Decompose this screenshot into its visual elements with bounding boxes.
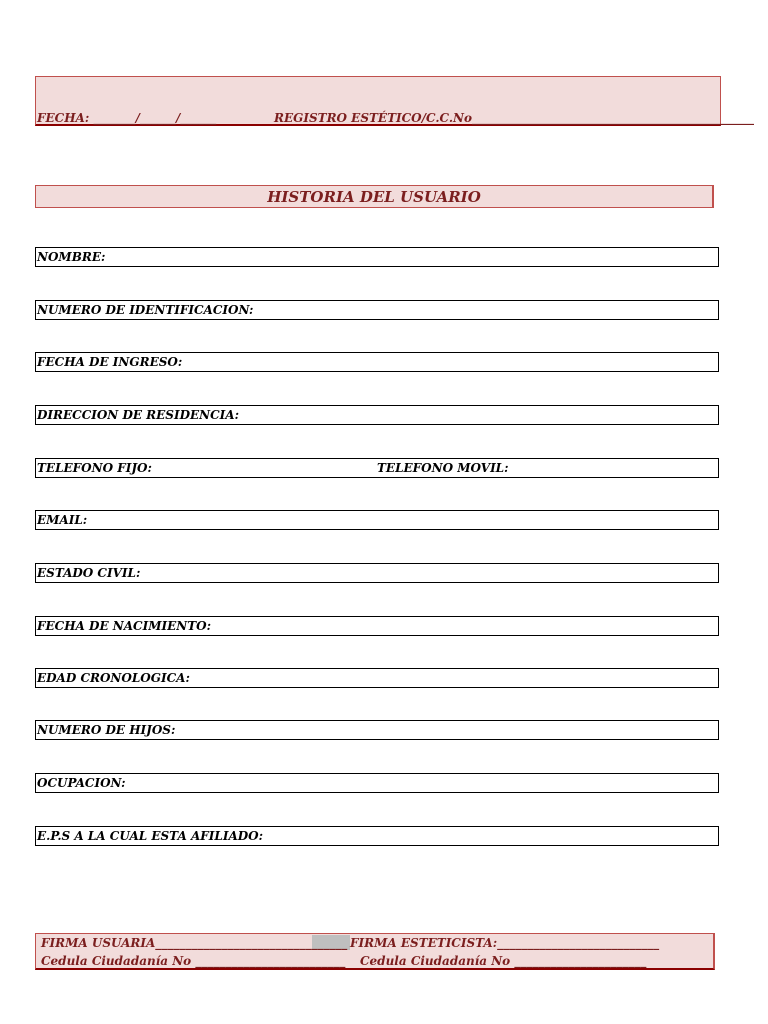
fecha-field[interactable]: FECHA: _______/______/______ (37, 111, 217, 125)
nombre-label: NOMBRE: (37, 250, 106, 264)
email-field[interactable] (35, 510, 719, 530)
fecha-ingreso-field[interactable] (35, 352, 719, 372)
hijos-field[interactable] (35, 720, 719, 740)
edad-field[interactable] (35, 668, 719, 688)
signature-box (35, 933, 715, 970)
ocupacion-field[interactable] (35, 773, 719, 793)
hijos-label: NUMERO DE HIJOS: (37, 723, 176, 737)
registro-estetico-field[interactable]: REGISTRO ESTÉTICO/C.C.No_______________________________________________ (274, 111, 755, 125)
estado-civil-field[interactable] (35, 563, 719, 583)
telefono-fijo-label: TELEFONO FIJO: (37, 461, 152, 475)
cedula-usuaria-field[interactable]: Cedula Ciudadanía No _________________________ (41, 954, 346, 968)
eps-label: E.P.S A LA CUAL ESTA AFILIADO: (37, 829, 264, 843)
form-title-box (35, 185, 714, 208)
edad-label: EDAD CRONOLOGICA: (37, 671, 190, 685)
telefono-movil-label: TELEFONO MOVIL: (377, 461, 509, 475)
fecha-ingreso-label: FECHA DE INGRESO: (37, 355, 183, 369)
fecha-nacimiento-label: FECHA DE NACIMIENTO: (37, 619, 212, 633)
telefono-field[interactable] (35, 458, 719, 478)
nombre-field[interactable] (35, 247, 719, 267)
ocupacion-label: OCUPACION: (37, 776, 126, 790)
email-label: EMAIL: (37, 513, 88, 527)
identificacion-field[interactable] (35, 300, 719, 320)
direccion-label: DIRECCION DE RESIDENCIA: (37, 408, 240, 422)
fecha-nacimiento-field[interactable] (35, 616, 719, 636)
cedula-esteticista-field[interactable]: Cedula Ciudadanía No ______________________ (360, 954, 647, 968)
header-box (35, 76, 755, 126)
eps-field[interactable] (35, 826, 719, 846)
identificacion-label: NUMERO DE IDENTIFICACION: (37, 303, 254, 317)
form-title: HISTORIA DEL USUARIO (267, 188, 481, 206)
firma-usuaria-field[interactable]: FIRMA USUARIA________________________________ (41, 936, 348, 950)
direccion-field[interactable] (35, 405, 719, 425)
firma-esteticista-field[interactable]: FIRMA ESTETICISTA:___________________________ (350, 936, 660, 950)
estado-civil-label: ESTADO CIVIL: (37, 566, 141, 580)
